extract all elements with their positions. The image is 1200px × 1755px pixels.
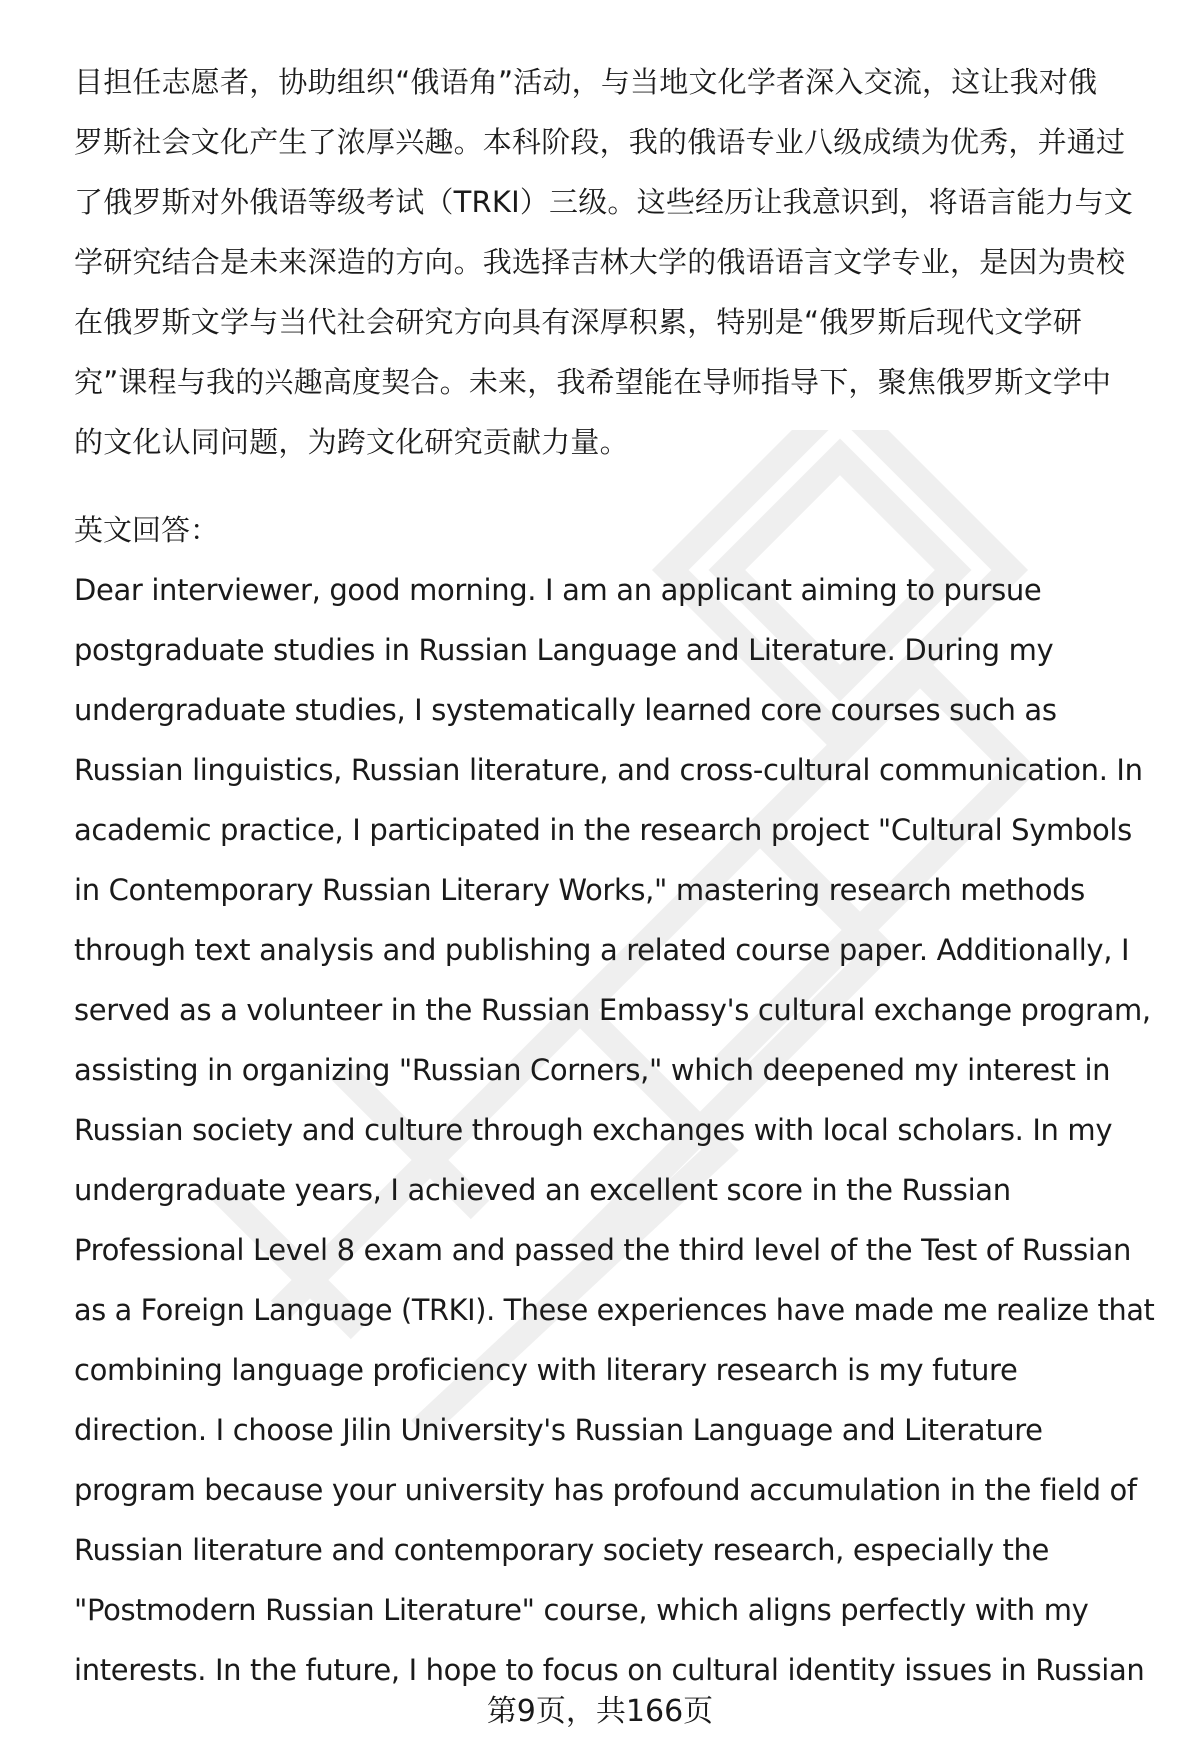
en-line: Dear interviewer, good morning. I am an applicant aiming to pursue (74, 573, 1042, 607)
zh-line: 目担任志愿者，协助组织“俄语角”活动，与当地文化学者深入交流，这让我对俄 (74, 65, 1098, 99)
en-line: in Contemporary Russian Literary Works," mastering research methods (74, 873, 1085, 907)
en-line: postgraduate studies in Russian Language and Literature. During my (74, 633, 1054, 667)
chinese-answer-paragraph (74, 52, 1154, 472)
zh-line: 在俄罗斯文学与当代社会研究方向具有深厚积累，特别是“俄罗斯后现代文学研 (74, 305, 1083, 339)
en-line: program because your university has profound accumulation in the field of (74, 1473, 1137, 1507)
en-line: assisting in organizing "Russian Corners," which deepened my interest in (74, 1053, 1111, 1087)
zh-line: 究”课程与我的兴趣高度契合。未来，我希望能在导师指导下，聚焦俄罗斯文学中 (74, 365, 1112, 399)
english-answer-heading: 英文回答： (74, 513, 220, 547)
page-number-footer: 第9页，共166页 (486, 1694, 714, 1729)
en-line: served as a volunteer in the Russian Embassy's cultural exchange program, (74, 993, 1151, 1027)
en-line: interests. In the future, I hope to focus on cultural identity issues in Russian (74, 1653, 1145, 1687)
document-page (74, 52, 1154, 1700)
en-line: academic practice, I participated in the research project "Cultural Symbols (74, 813, 1132, 847)
en-line: "Postmodern Russian Literature" course, which aligns perfectly with my (74, 1593, 1089, 1627)
zh-line: 了俄罗斯对外俄语等级考试（TRKI）三级。这些经历让我意识到，将语言能力与文 (74, 185, 1134, 219)
en-line: undergraduate studies, I systematically learned core courses such as (74, 693, 1057, 727)
en-line: direction. I choose Jilin University's Russian Language and Literature (74, 1413, 1043, 1447)
zh-line: 的文化认同问题，为跨文化研究贡献力量。 (74, 425, 629, 459)
en-line: as a Foreign Language (TRKI). These experiences have made me realize that (74, 1293, 1155, 1327)
en-line: Professional Level 8 exam and passed the third level of the Test of Russian (74, 1233, 1132, 1267)
en-line: through text analysis and publishing a related course paper. Additionally, I (74, 933, 1130, 967)
en-line: Russian society and culture through exchanges with local scholars. In my (74, 1113, 1113, 1147)
en-line: undergraduate years, I achieved an excellent score in the Russian (74, 1173, 1011, 1207)
zh-line: 学研究结合是未来深造的方向。我选择吉林大学的俄语语言文学专业，是因为贵校 (74, 245, 1126, 279)
en-line: Russian literature and contemporary society research, especially the (74, 1533, 1050, 1567)
en-line: Russian linguistics, Russian literature, and cross-cultural communication. In (74, 753, 1143, 787)
english-answer-paragraph (74, 560, 1154, 1700)
en-line: combining language proficiency with literary research is my future (74, 1353, 1018, 1387)
zh-line: 罗斯社会文化产生了浓厚兴趣。本科阶段，我的俄语专业八级成绩为优秀，并通过 (74, 125, 1126, 159)
